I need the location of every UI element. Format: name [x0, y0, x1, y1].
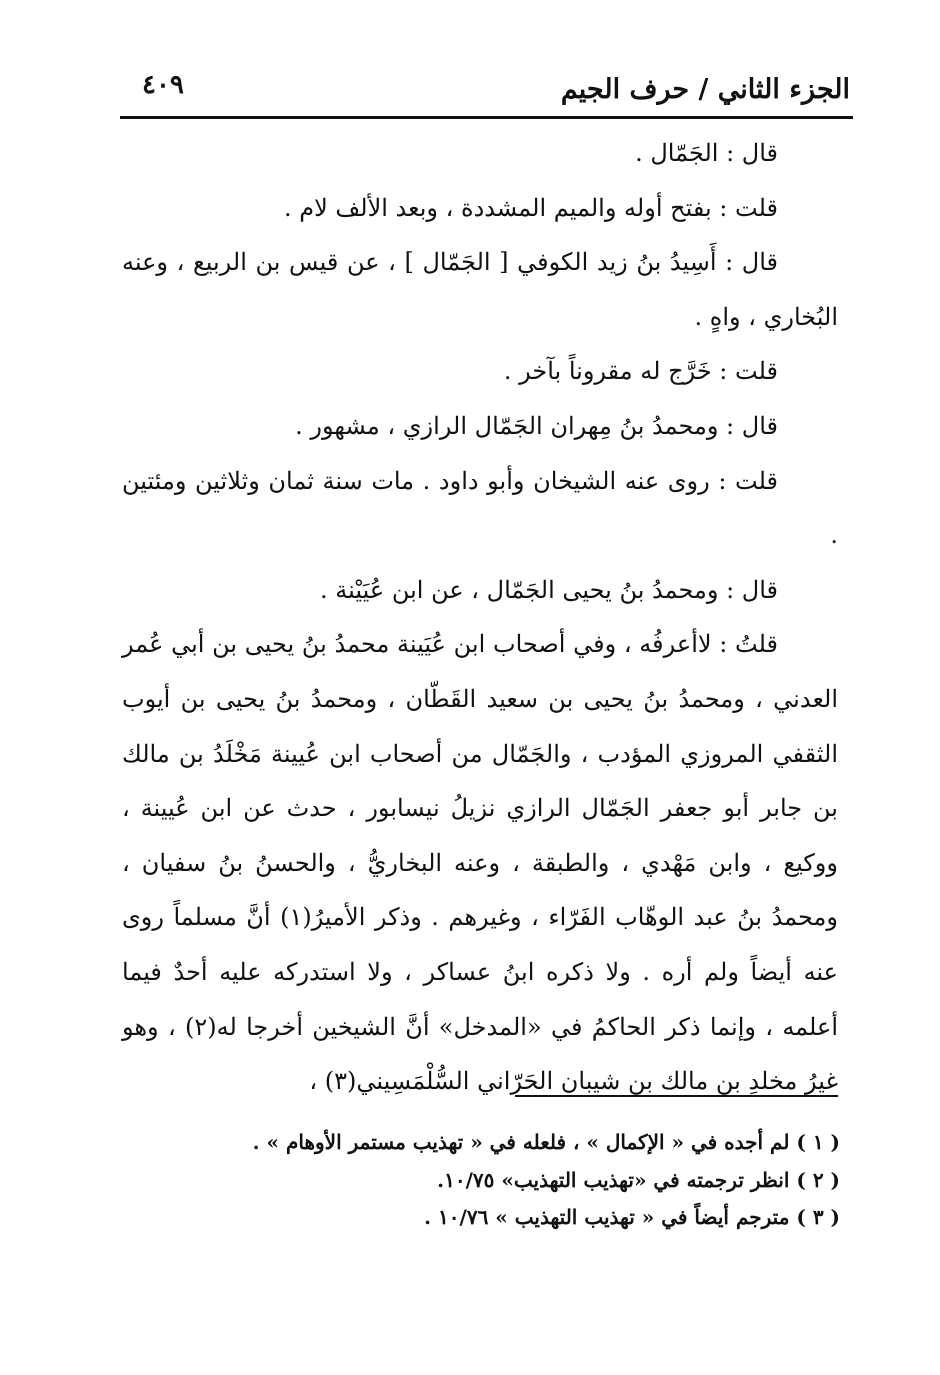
- text-paragraph: قلتُ : لاأعرفُه ، وفي أصحاب ابن عُيَينة محمدُ بنُ يحيى بن أبي عُمر العدني ، ومحمدُ بنُ يحيى بن سعيد القَطّان ، ومحمدُ بنُ يحيى بن أيوب الثقفي المروزي المؤدب ، والجَمّال من أصحاب ابن عُيينة مَخْلَدُ بن مالك بن جابر أبو جعفر الجَمّال الرازي نزيلُ نيسابور ، حدث عن ابن عُيينة ، ووكيع ، وابن مَهْدي ، والطبقة ، وعنه البخاريُّ ، والحسنُ بنُ سفيان ، ومحمدُ بنُ عبد الوهّاب الفَرّاء ، وغيرهم . وذكر الأميرُ(١) أنَّ مسلماً روى عنه أيضاً ولم أره . ولا ذكره ابنُ عساكر ، ولا استدركه عليه أحدٌ فيما أعلمه ، وإنما ذكر الحاكمُ في «المدخل» أنَّ الشيخين أخرجا له(٢) ، وهو غيرُ مخلدِ بن مالك بن شيبان الحَرّاني السُّلْمَسِيني(٣) ،: [122, 630, 838, 1096]
- text-line: قال : أَسِيدُ بنُ زيد الكوفي [ الجَمّال ] ، عن قيس بن الربيع ، وعنه البُخاري ، واهٍ .: [122, 248, 838, 331]
- footnote-rule: [515, 1095, 838, 1097]
- main-text: [122, 126, 838, 1109]
- text-line: قال : ومحمدُ بنُ مِهران الجَمّال الرازي ، مشهور .: [295, 411, 778, 440]
- text-line: قلت : خَرَّج له مقروناً بآخر .: [503, 357, 778, 386]
- header-rule: [120, 116, 853, 119]
- footnote-3: ( ٣ ) مترجم أيضاً في « تهذيب التهذيب » ١٠/٧٦ .: [424, 1205, 840, 1229]
- text-line: قال : الجَمّال .: [635, 139, 778, 167]
- text-line: قلت : روى عنه الشيخان وأبو داود . مات سنة ثمان وثلاثين ومئتين .: [122, 466, 838, 550]
- page-number: ٤٠٩: [142, 70, 184, 100]
- text-line: قلت : بفتح أوله والميم المشددة ، وبعد الألف لام .: [283, 193, 778, 222]
- footnote-2: ( ٢ ) انظر ترجمته في «تهذيب التهذيب» ١٠/٧٥.: [437, 1167, 840, 1192]
- running-title: الجزء الثاني / حرف الجيم: [560, 74, 850, 105]
- text-line: قال : ومحمدُ بنُ يحيى الجَمّال ، عن ابن عُيَيْنة .: [320, 575, 778, 604]
- footnote-1: ( ١ ) لم أجده في « الإكمال » ، فلعله في « تهذيب مستمر الأوهام » .: [252, 1130, 840, 1154]
- footnotes: [240, 1124, 840, 1237]
- page-header: [120, 66, 850, 112]
